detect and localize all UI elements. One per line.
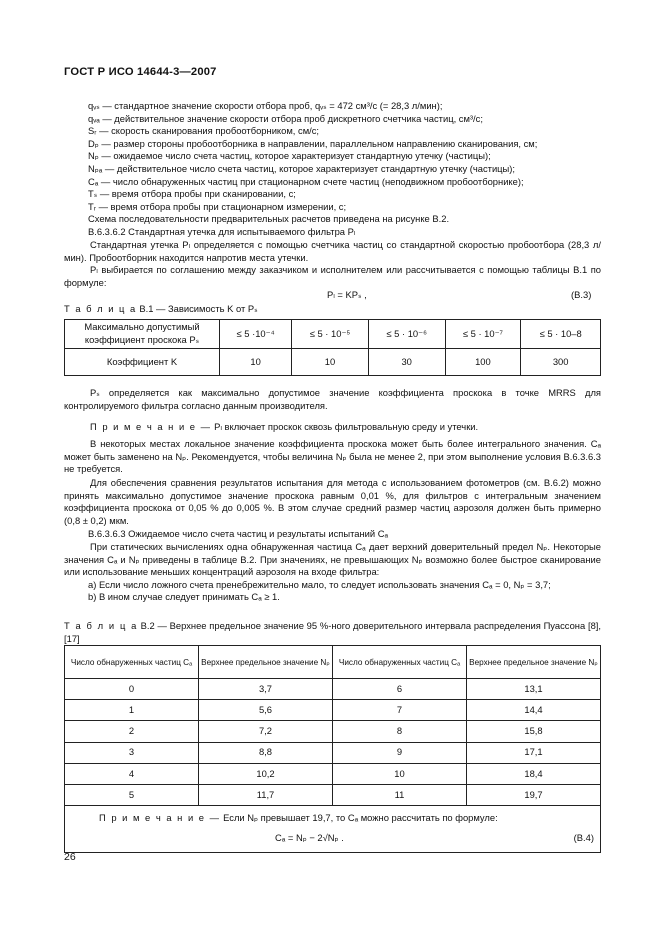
table-cell: 9 <box>333 742 467 763</box>
column-header: Верхнее предельное значение Nₚ <box>467 646 601 679</box>
table-cell: ≤ 5 · 10⁻⁶ <box>368 320 445 349</box>
table-cell: 6 <box>333 679 467 700</box>
table-cell: 17,1 <box>467 742 601 763</box>
table-cell: 10 <box>220 349 292 376</box>
table-note-row <box>65 806 601 853</box>
table-row <box>65 763 601 784</box>
definitions-list <box>88 100 608 213</box>
table-cell: 8 <box>333 721 467 742</box>
table-cell: 3,7 <box>199 679 333 700</box>
column-header: Число обнаруженных частиц Cₐ <box>65 646 199 679</box>
table-label: Т а б л и ц а <box>64 620 138 631</box>
table2-caption <box>64 620 601 645</box>
table-row <box>65 784 601 805</box>
table-poisson-limits <box>64 645 601 853</box>
table-header-row <box>65 646 601 679</box>
table-row <box>65 742 601 763</box>
formula-b3-number: (В.3) <box>571 289 592 300</box>
section-heading: В.6.3.6.3 Ожидаемое число счета частиц и результаты испытаний Cₐ <box>88 528 389 539</box>
table-cell: 10 <box>333 763 467 784</box>
paragraph: Pₗ выбирается по соглашению между заказчиком и исполнителем или рассчитывается с помощью таблицы В.1 по формуле: <box>64 264 601 288</box>
table-k-vs-ps <box>64 319 601 376</box>
table-cell: ≤ 5 · 10–8 <box>521 320 601 349</box>
table-caption-text: В.1 — Зависимость K от Pₛ <box>139 303 258 314</box>
definition-item: Cₐ — число обнаруженных частиц при стационарном счете частиц (неподвижном пробоотборнике); <box>88 175 524 187</box>
table-cell: Коэффициент K <box>65 349 220 376</box>
definition-item: Tᵣ — время отбора пробы при стационарном измерении, с; <box>88 200 347 212</box>
table-cell: 7,2 <box>199 721 333 742</box>
document-header: ГОСТ Р ИСО 14644-3—2007 <box>64 66 217 78</box>
table-cell: 13,1 <box>467 679 601 700</box>
paragraph: Для обеспечения сравнения результатов испытания для метода с использованием фотометров (см. В.6.2) можно принять максимально допустимое значение проскока равным 0,01 %, для фильтров с интегральным значением коэффициента проскока от 0,05 % до 0,005 %. В этом случае средний размер частиц аэрозоля должен быть примерно (0,8 ± 0,2) мкм. <box>64 477 601 526</box>
table-cell: 4 <box>65 763 199 784</box>
table-cell: 18,4 <box>467 763 601 784</box>
table-cell: 8,8 <box>199 742 333 763</box>
definition-item: Tₛ — время отбора пробы при сканировании, с; <box>88 188 296 200</box>
note-label: П р и м е ч а н и е — <box>99 812 221 824</box>
table-cell: 19,7 <box>467 784 601 805</box>
definition-item: qᵥₐ — действительное значение скорости отбора проб дискретного счетчика частиц, см³/с; <box>88 112 483 124</box>
note-text: Pₗ включает проскок сквозь фильтровальную среду и утечки. <box>214 421 479 432</box>
paragraph: В некоторых местах локальное значение коэффициента проскока может быть более интегрального значения. Cₐ может быть заменено на Nₚ. Рекомендуется, чтобы величина Nₚ была не менее 2, при этом выполнение условия В.6.3.6.3 не требуется. <box>64 438 601 475</box>
table-label: Т а б л и ц а <box>64 303 137 314</box>
table-cell: 7 <box>333 700 467 721</box>
table-cell: Максимально допустимый коэффициент проскока Pₛ <box>65 320 220 349</box>
table-cell: 300 <box>521 349 601 376</box>
page-number: 26 <box>64 851 76 863</box>
table-cell: 100 <box>445 349 521 376</box>
section-heading: В.6.3.6.2 Стандартная утечка для испытываемого фильтра Pₗ <box>88 226 356 237</box>
table-cell: 10 <box>292 349 369 376</box>
table-row <box>65 721 601 742</box>
note-1 <box>90 421 478 434</box>
formula-b4: Cₐ = Nₚ − 2√Nₚ . <box>275 832 344 844</box>
table-cell: 11 <box>333 784 467 805</box>
list-item: a) Если число ложного счета пренебрежительно мало, то следует использовать значения Cₐ = 0, Nₚ = 3,7; <box>88 579 551 590</box>
table-cell: ≤ 5 · 10⁻⁷ <box>445 320 521 349</box>
definition-item: Nₚ — ожидаемое число счета частиц, которое характеризует стандартную утечку (частицы); <box>88 150 491 162</box>
table-row <box>65 679 601 700</box>
table-cell: 11,7 <box>199 784 333 805</box>
table-caption-text: В.2 — Верхнее предельное значение 95 %-ного доверительного интервала распределения Пуассона [8], [17] <box>64 620 601 644</box>
table-row <box>65 700 601 721</box>
column-header: Число обнаруженных частиц Cₐ <box>333 646 467 679</box>
scheme-text: Схема последовательности предварительных расчетов приведена на рисунке В.2. <box>88 213 450 224</box>
table-cell: 2 <box>65 721 199 742</box>
column-header: Верхнее предельное значение Nₚ <box>199 646 333 679</box>
note-text: Если Nₚ превышает 19,7, то Cₐ можно рассчитать по формуле: <box>223 812 498 824</box>
note-2 <box>99 812 498 825</box>
table1-caption <box>64 303 258 316</box>
definition-item: qᵥₛ — стандартное значение скорости отбора проб, qᵥₛ = 472 см³/с (= 28,3 л/мин); <box>88 100 443 111</box>
note-label: П р и м е ч а н и е — <box>90 421 212 432</box>
table-row <box>65 320 601 349</box>
list-item: b) В ином случае следует принимать Cₐ ≥ 1. <box>88 591 280 602</box>
paragraph: Стандартная утечка Pₗ определяется с помощью счетчика частиц со стандартной скоростью пробоотбора (28,3 л/мин). Пробоотборник находится напротив места утечки. <box>64 239 601 263</box>
formula-b4-number: (В.4) <box>573 832 594 844</box>
definition-item: Sᵣ — скорость сканирования пробоотборником, см/с; <box>88 125 320 137</box>
table-cell: 14,4 <box>467 700 601 721</box>
table-cell: ≤ 5 ·10⁻⁴ <box>220 320 292 349</box>
table-row <box>65 349 601 376</box>
definition-item: Dₚ — размер стороны пробоотборника в направлении, параллельном направлению сканирования, см; <box>88 137 538 149</box>
table-cell: ≤ 5 · 10⁻⁵ <box>292 320 369 349</box>
table-note-cell <box>65 806 601 853</box>
paragraph: При статических вычислениях одна обнаруженная частица Cₐ дает верхний доверительный предел Nₚ. Некоторые значения Cₐ и Nₚ приведены в таблице В.2. При значениях, не превышающих Nₚ возможно более быстрое сканирование или использование меньших концентраций аэрозоля на входе фильтра: <box>64 541 601 578</box>
formula-b3: Pₗ = KPₛ , <box>327 289 367 300</box>
table-cell: 3 <box>65 742 199 763</box>
table-cell: 5 <box>65 784 199 805</box>
table-cell: 10,2 <box>199 763 333 784</box>
table-cell: 1 <box>65 700 199 721</box>
table-cell: 5,6 <box>199 700 333 721</box>
table-cell: 15,8 <box>467 721 601 742</box>
table-cell: 30 <box>368 349 445 376</box>
definition-item: Nₚₐ — действительное число счета частиц, которое характеризует стандартную утечку (частицы); <box>88 162 516 174</box>
table-cell: 0 <box>65 679 199 700</box>
paragraph: Pₛ определяется как максимально допустимое значение коэффициента проскока в точке MRRS для контролируемого фильтра согласно данным производителя. <box>64 387 601 411</box>
